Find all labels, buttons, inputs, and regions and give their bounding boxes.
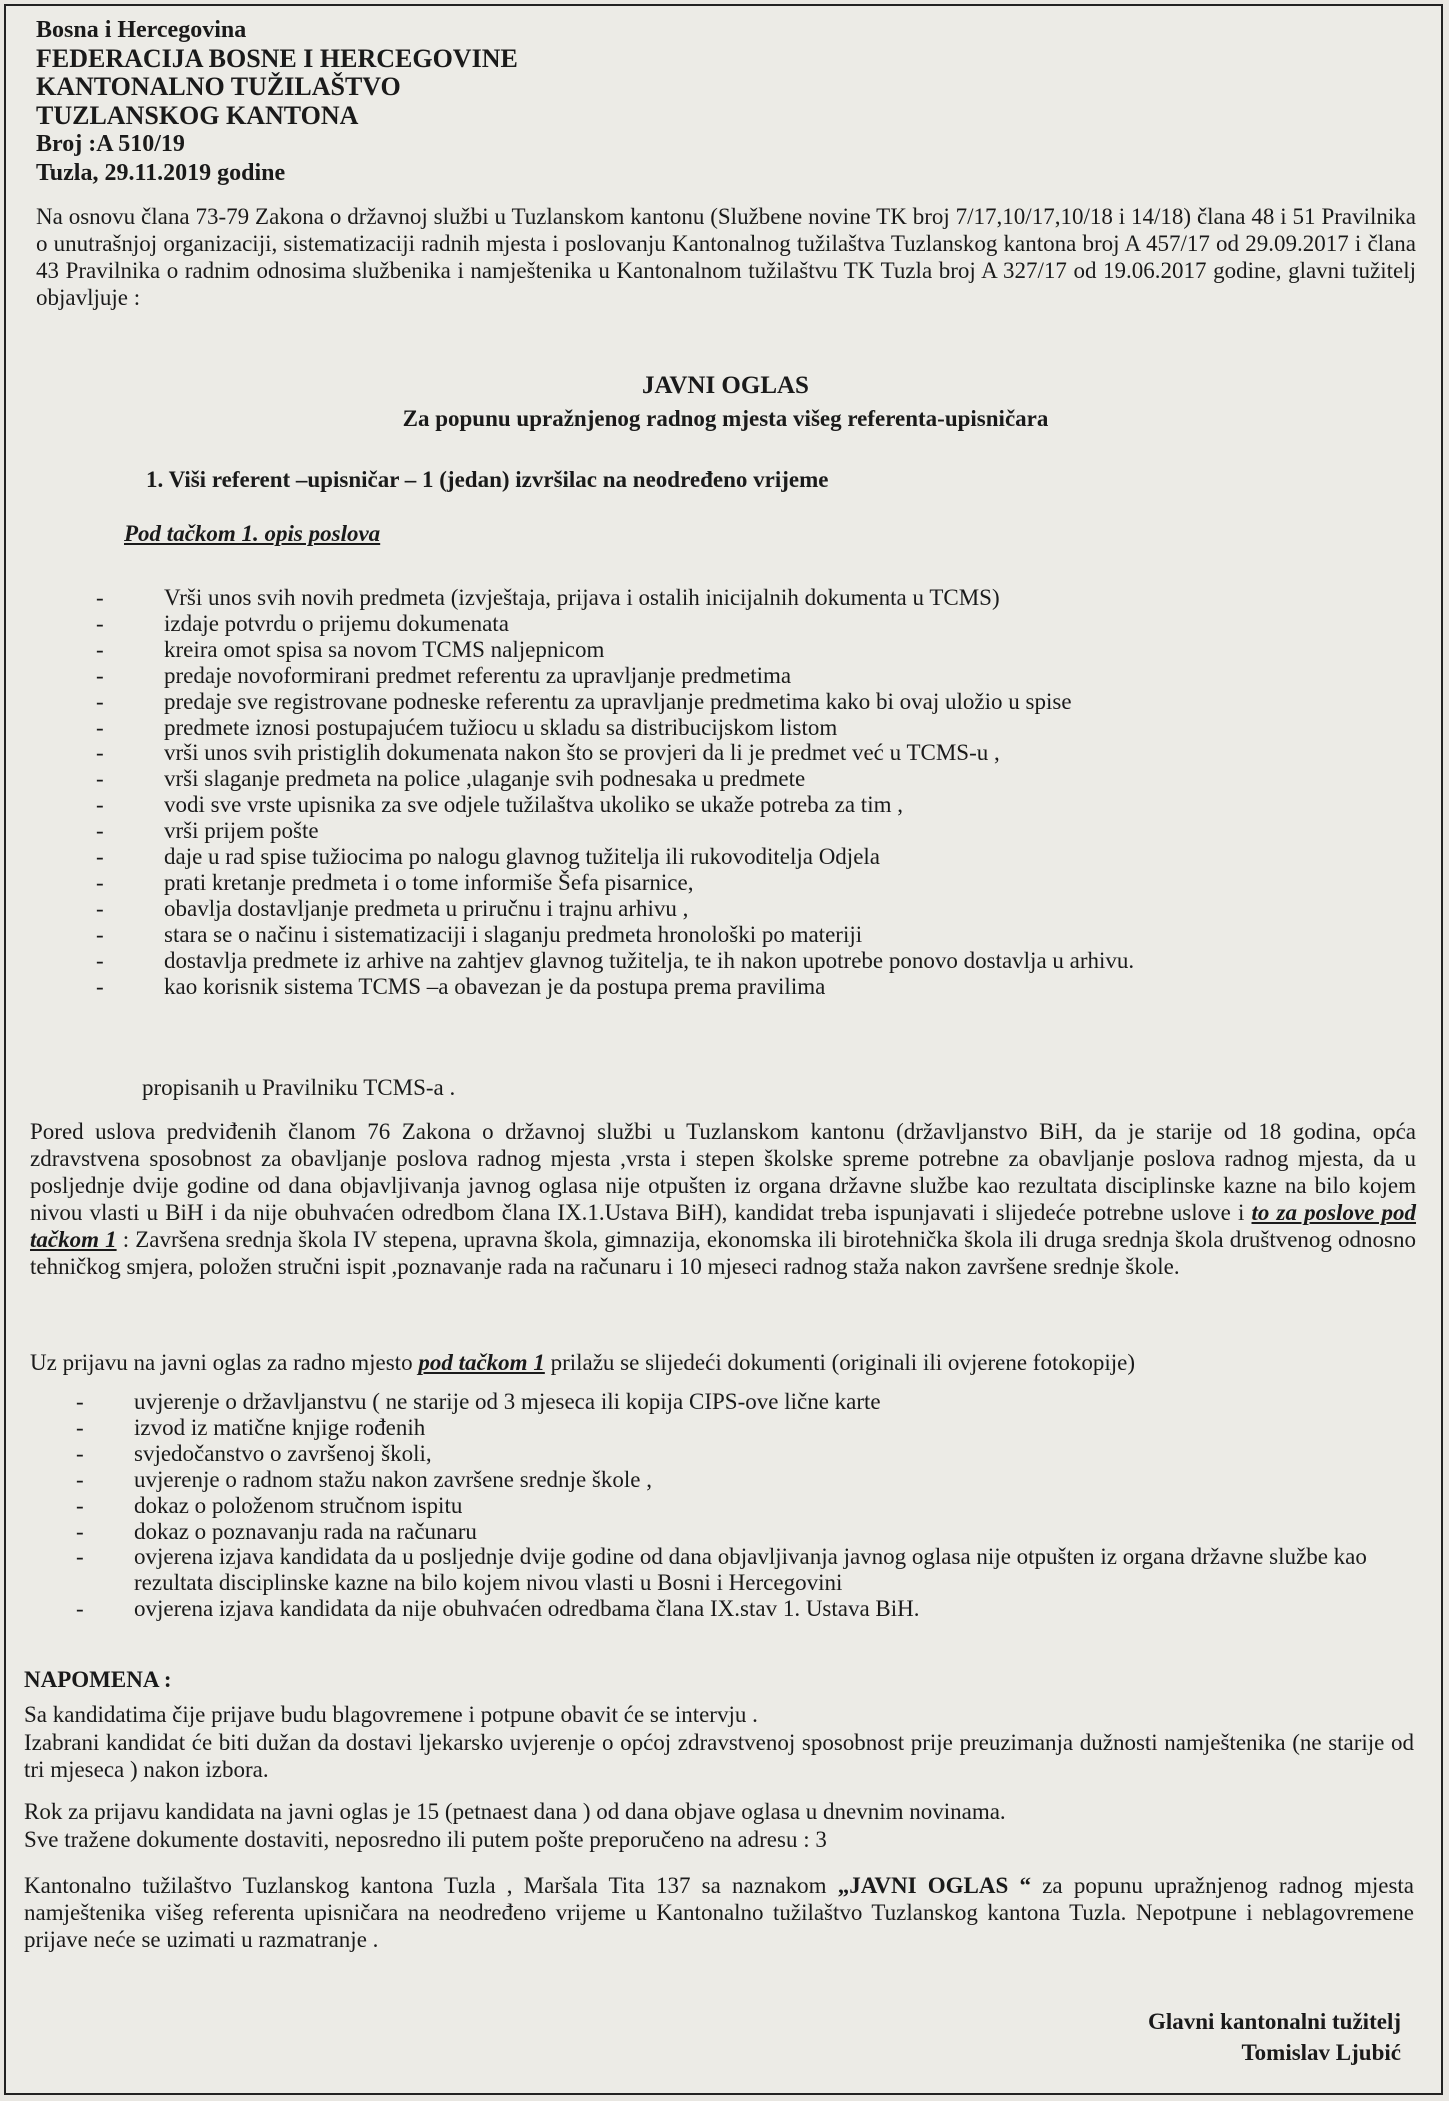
documents-intro-reference: pod tačkom 1 <box>418 1350 545 1375</box>
list-item <box>76 1596 1416 1622</box>
bullet-dash: - <box>96 869 104 895</box>
announcement-subtitle: Za popunu upražnjenog radnog mjesta višeg referenta-upisničara <box>402 406 1049 431</box>
bullet-dash: - <box>96 688 104 714</box>
conditions-text-b: : Završena srednja škola IV stepena, upravna škola, gimnazija, ekonomska ili birotehnička škola ili druga srednja škola društvenog odnosno tehničkog smjera, položen stručni ispit ,poznavanje rada na računaru i 10 mjeseci radnog staža nakon završene srednje škole. <box>30 1227 1416 1279</box>
list-item <box>96 896 1396 922</box>
bullet-dash: - <box>96 585 104 610</box>
bullet-dash: - <box>76 1518 84 1544</box>
bullet-dash: - <box>96 947 104 973</box>
duties-list <box>96 585 1396 1000</box>
documents-intro-b: prilažu se slijedeći dokumenti (originali ili ovjerene fotokopije) <box>550 1350 1135 1375</box>
document-page <box>4 4 1443 2095</box>
duties-heading <box>124 521 380 547</box>
list-item <box>76 1493 1416 1519</box>
bullet-dash: - <box>96 662 104 688</box>
bullet-dash: - <box>76 1492 84 1518</box>
bullet-dash: - <box>76 1414 84 1440</box>
conditions-paragraph <box>30 1118 1416 1280</box>
documents-intro-a: Uz prijavu na javni oglas za radno mjesto <box>30 1350 413 1375</box>
list-item-text: predmete iznosi postupajućem tužiocu u skladu sa distribucijskom listom <box>164 714 838 740</box>
duties-continuation: propisanih u Pravilniku TCMS-a . <box>142 1075 456 1100</box>
list-item-text: ovjerena izjava kandidata da u posljednje dvije godine od dana objavljivanja javnog oglasa nije otpušten iz organa državne službe kao rezultata disciplinske kazne na bilo kojem nivou vlasti u Bosni i Hercegovini <box>134 1544 1367 1596</box>
bullet-dash: - <box>96 818 104 844</box>
list-item-text: daje u rad spise tužiocima po nalogu glavnog tužitelja ili rukovoditelja Odjela <box>164 844 880 870</box>
bullet-dash: - <box>76 1389 84 1414</box>
intro-paragraph: Na osnovu člana 73-79 Zakona o državnoj službi u Tuzlanskom kantonu (Službene novine TK broj 7/17,10/17,10/18 i 14/18) člana 48 i 51 Pravilnika o unutrašnjoj organizaciji, sistematizaciji radnih mjesta i poslovanju Kantonalnog tužilaštva Tuzlanskog kantona broj A 457/17 od 29.09.2017 i člana 43 Pravilnika o radnim odnosima službenika i namještenika u Kantonalnom tužilaštvu TK Tuzla broj A 327/17 od 19.06.2017 godine, glavni tužitelj objavljuje : <box>36 204 1416 310</box>
bullet-dash: - <box>76 1544 84 1570</box>
bullet-dash: - <box>96 740 104 766</box>
list-item <box>96 689 1396 715</box>
list-item-text: uvjerenje o radnom stažu nakon završene srednje škole , <box>134 1466 652 1492</box>
list-item <box>96 766 1396 792</box>
list-item <box>96 663 1396 689</box>
canton-line: TUZLANSKOG KANTONA <box>36 100 359 130</box>
conditions-text-a: Pored uslova predviđenih članom 76 Zakona o državnoj službi u Tuzlanskom kantonu (državljanstvo BiH, da je starije od 18 godina, opća zdravstvena sposobnost za obavljanje poslova radnog mjesta ,vrsta i stepen školske spreme potrebne za obavljanje poslova radnog mjesta, da u posljednje dvije godine od dana objavljivanja javnog oglasa nije otpušten iz organa državne službe kao rezultata disciplinske kazne na bilo kojem nivou vlasti u BiH i da nije obuhvaćen odredbom člana IX.1.Ustava BiH), kandidat treba ispunjavati i slijedeće potrebne uslove i <box>30 1119 1416 1225</box>
list-item-text: stara se o načinu i sistematizaciji i slaganju predmeta hronološki po materiji <box>164 921 863 947</box>
deadline-text: Rok za prijavu kandidata na javni oglas je 15 (petnaest dana ) od dana objave oglasa u dnevnim novinama. <box>24 1799 1006 1824</box>
announcement-title: JAVNI OGLAS <box>642 372 809 399</box>
signature-title: Glavni kantonalni tužitelj <box>1147 2009 1401 2034</box>
list-item <box>76 1389 1416 1415</box>
document-date: Tuzla, 29.11.2019 godine <box>36 159 286 186</box>
signature-name: Tomislav Ljubić <box>1241 2040 1401 2065</box>
list-item-text: dokaz o položenom stručnom ispitu <box>134 1492 463 1518</box>
list-item-text: prati kretanje predmeta i o tome informiše Šefa pisarnice, <box>164 869 694 895</box>
conditions-reference: to za poslove pod tačkom 1 <box>30 1200 1417 1252</box>
list-item <box>96 792 1396 818</box>
note-heading: NAPOMENA : <box>24 1667 172 1692</box>
list-item <box>76 1519 1416 1545</box>
list-item <box>96 818 1396 844</box>
list-item <box>96 844 1396 870</box>
bullet-dash: - <box>96 714 104 740</box>
bullet-dash: - <box>96 921 104 947</box>
list-item-text: obavlja dostavljanje predmeta u priručnu i trajnu arhivu , <box>164 895 689 921</box>
list-item-text: dostavlja predmete iz arhive na zahtjev glavnog tužitelja, te ih nakon upotrebe ponovo dostavlja u arhivu. <box>164 947 1135 973</box>
bullet-dash: - <box>96 844 104 870</box>
list-item-text: izvod iz matične knjige rođenih <box>134 1414 426 1440</box>
documents-intro <box>30 1349 1416 1376</box>
duties-heading-text: Pod tačkom 1. opis poslova <box>124 521 381 546</box>
list-item-text: vrši slaganje predmeta na police ,ulaganje svih podnesaka u predmete <box>164 766 806 792</box>
list-item <box>96 948 1396 974</box>
country-line: Bosna i Hercegovina <box>36 17 247 43</box>
note-medical: Izabrani kandidat će biti dužan da dostavi ljekarsko uvjerenje o općoj zdravstvenoj sposobnost prije preuzimanja dužnosti namještenika (ne starije od tri mjeseca ) nakon izbora. <box>24 1730 1414 1782</box>
list-item-text: predaje sve registrovane podneske referentu za upravljanje predmetima kako bi ovaj uložio u spise <box>164 688 1072 714</box>
list-item-text: svjedočanstvo o završenoj školi, <box>134 1440 432 1466</box>
list-item-text: vrši unos svih pristiglih dokumenata nakon što se provjeri da li je predmet već u TCMS-u , <box>164 740 1000 766</box>
list-item-text: Vrši unos svih novih predmeta (izvještaja, prijava i ostalih inicijalnih dokumenta u TCMS) <box>164 585 1000 610</box>
bullet-dash: - <box>96 766 104 792</box>
address-label: „JAVNI OGLAS “ <box>837 1873 1032 1898</box>
address-paragraph <box>24 1872 1414 1953</box>
letterhead <box>36 16 518 187</box>
bullet-dash: - <box>96 895 104 921</box>
list-item <box>76 1415 1416 1441</box>
list-item <box>96 870 1396 896</box>
bullet-dash: - <box>76 1466 84 1492</box>
bullet-dash: - <box>76 1596 84 1622</box>
list-item <box>96 740 1396 766</box>
list-item-text: vrši prijem pošte <box>164 818 319 844</box>
bullet-dash: - <box>96 973 104 999</box>
list-item-text: dokaz o poznavanju rada na računaru <box>134 1518 477 1544</box>
list-item-text: kao korisnik sistema TCMS –a obavezan je da postupa prema pravilima <box>164 973 826 999</box>
list-item <box>96 922 1396 948</box>
position-heading: 1. Viši referent –upisničar – 1 (jedan) izvršilac na neodređeno vrijeme <box>146 467 829 492</box>
address-text-b: za popunu upražnjenog radnog mjesta namještenika višeg referenta upisničara na neodređeno vrijeme u Kantonalno tužilaštvo Tuzlanskog kantona Tuzla. Nepotpune i neblagovremene prijave neće se uzimati u razmatranje . <box>24 1873 1415 1952</box>
bullet-dash: - <box>96 636 104 662</box>
office-line: KANTONALNO TUŽILAŠTVO <box>36 72 401 101</box>
list-item <box>76 1441 1416 1467</box>
address-text-a: Kantonalno tužilaštvo Tuzlanskog kantona Tuzla , Maršala Tita 137 sa naznakom <box>24 1873 827 1898</box>
list-item-text: vodi sve vrste upisnika za sve odjele tužilaštva ukoliko se ukaže potreba za tim , <box>164 792 903 818</box>
bullet-dash: - <box>96 610 104 636</box>
list-item <box>96 611 1396 637</box>
list-item <box>96 715 1396 741</box>
list-item-text: predaje novoformirani predmet referentu za upravljanje predmetima <box>164 662 792 688</box>
note-interview: Sa kandidatima čije prijave budu blagovremene i potpune obavit će se intervju . <box>24 1702 758 1727</box>
list-item-text: izdaje potvrdu o prijemu dokumenata <box>164 610 509 636</box>
list-item <box>96 974 1396 1000</box>
list-item-text: uvjerenje o državljanstvu ( ne starije od 3 mjeseca ili kopija CIPS-ove lične karte <box>134 1389 881 1414</box>
submission-text: Sve tražene dokumente dostaviti, neposredno ili putem pošte preporučeno na adresu : 3 <box>24 1827 827 1852</box>
bullet-dash: - <box>76 1440 84 1466</box>
signature-block <box>1148 2006 1401 2068</box>
reference-number: Broj :A 510/19 <box>36 131 185 157</box>
list-item <box>76 1544 1416 1596</box>
bullet-dash: - <box>96 792 104 818</box>
list-item <box>96 637 1396 663</box>
list-item-text: kreira omot spisa sa novom TCMS naljepnicom <box>164 636 605 662</box>
list-item <box>76 1467 1416 1493</box>
list-item-text: ovjerena izjava kandidata da nije obuhvaćen odredbama člana IX.stav 1. Ustava BiH. <box>134 1596 920 1622</box>
list-item <box>96 585 1396 611</box>
documents-list <box>76 1389 1416 1622</box>
federation-line: FEDERACIJA BOSNE I HERCEGOVINE <box>36 43 518 73</box>
